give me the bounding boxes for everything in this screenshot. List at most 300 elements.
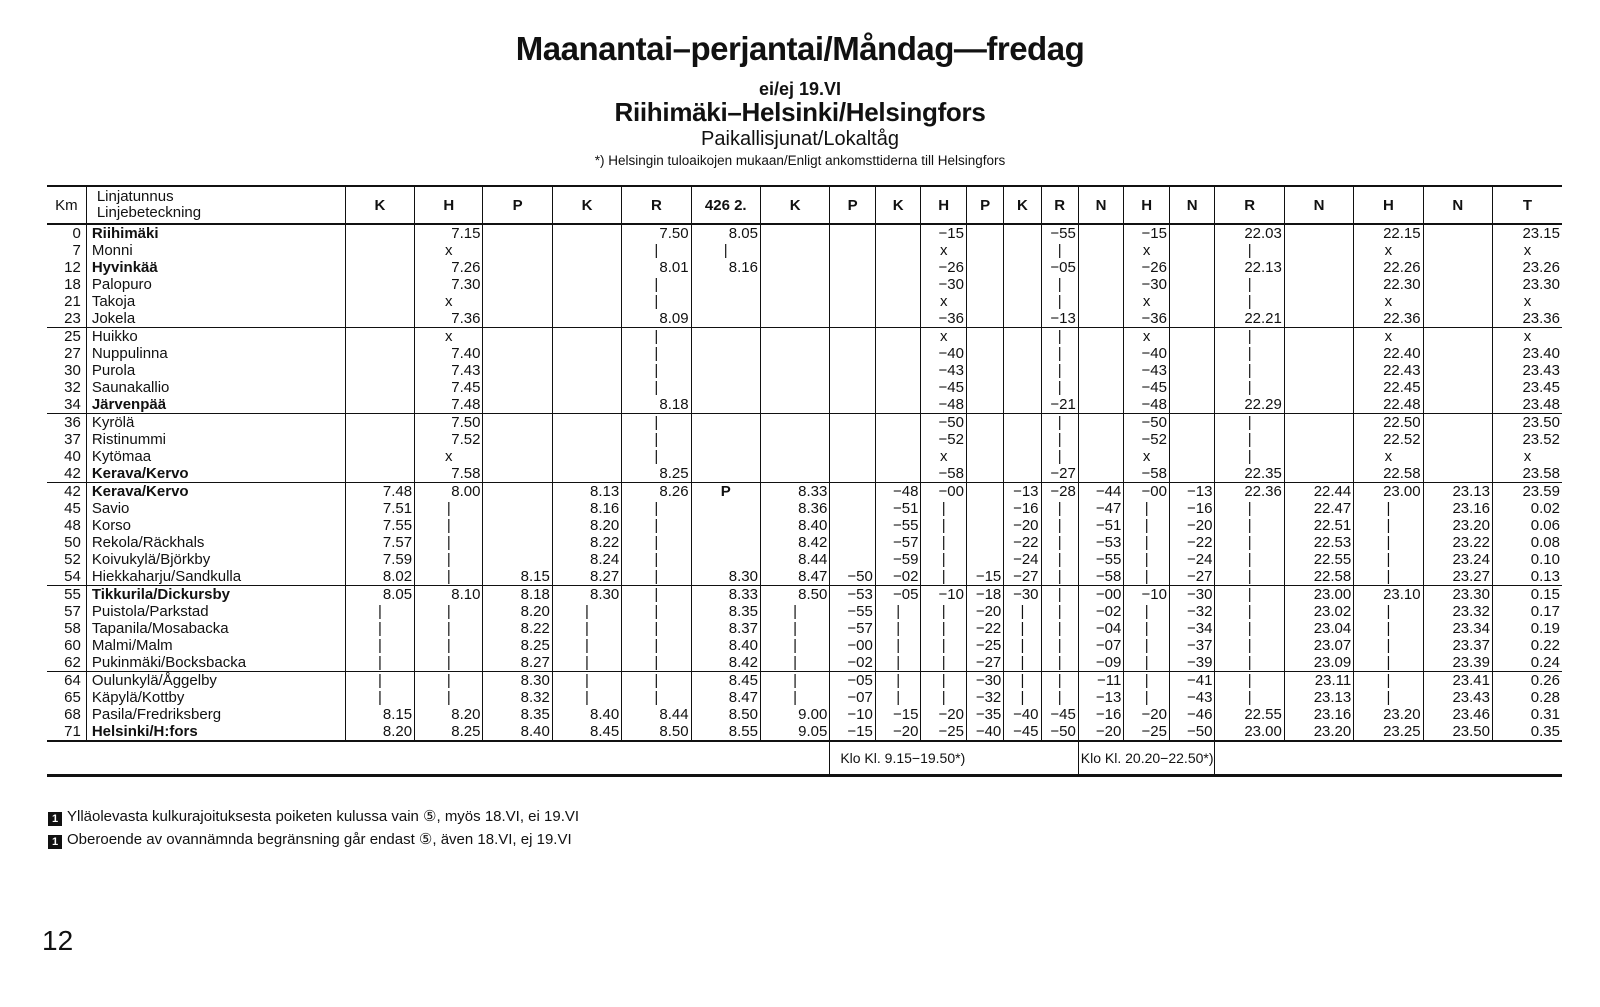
time-cell: |: [1354, 672, 1423, 690]
time-cell: 23.13: [1423, 483, 1492, 501]
time-cell: |: [622, 448, 691, 465]
km-cell: 12: [64, 259, 81, 276]
time-cell: [345, 310, 414, 328]
time-cell: [830, 259, 876, 276]
time-cell: 8.16: [552, 500, 621, 517]
table-row: [47, 379, 1562, 396]
time-cell: 8.10: [415, 586, 483, 604]
time-cell: 7.40: [415, 345, 483, 362]
time-cell: −45: [1124, 379, 1170, 396]
time-cell: −27: [967, 654, 1004, 672]
time-cell: 22.15: [1354, 224, 1423, 242]
time-cell: [1169, 379, 1215, 396]
route-title: Riihimäki–Helsinki/Helsingfors: [614, 97, 986, 127]
time-cell: 22.48: [1354, 396, 1423, 414]
time-cell: [1423, 276, 1492, 293]
time-cell: [760, 276, 829, 293]
train-column-header: K: [760, 186, 829, 224]
time-cell: [830, 517, 876, 534]
time-cell: x: [415, 242, 483, 259]
time-cell: 8.20: [345, 723, 414, 741]
time-cell: |: [760, 603, 829, 620]
time-cell: −10: [830, 706, 876, 723]
station-cell: Huikko: [86, 328, 345, 346]
time-cell: [483, 414, 552, 432]
time-cell: −51: [1078, 517, 1124, 534]
time-cell: −02: [830, 654, 876, 672]
time-cell: 0.17: [1492, 603, 1562, 620]
interval-note-1: Klo Kl. 9.15−19.50*): [830, 741, 1078, 776]
time-cell: 23.37: [1423, 637, 1492, 654]
time-cell: [483, 551, 552, 568]
time-cell: −07: [1078, 637, 1124, 654]
time-cell: 22.36: [1215, 483, 1284, 501]
time-cell: 23.16: [1423, 500, 1492, 517]
time-cell: x: [1354, 328, 1423, 346]
time-cell: [1284, 362, 1353, 379]
time-cell: −48: [1124, 396, 1170, 414]
time-cell: [875, 310, 921, 328]
time-cell: [691, 414, 760, 432]
time-cell: [483, 224, 552, 242]
time-cell: [483, 310, 552, 328]
time-cell: [1078, 276, 1124, 293]
time-cell: [552, 465, 621, 483]
time-cell: −34: [1169, 620, 1215, 637]
km-cell: 68: [64, 706, 81, 723]
time-cell: [1078, 310, 1124, 328]
time-cell: |: [1215, 517, 1284, 534]
time-cell: [1169, 396, 1215, 414]
time-cell: −52: [1124, 431, 1170, 448]
time-cell: [875, 448, 921, 465]
train-column-header: T: [1492, 186, 1562, 224]
time-cell: [1284, 345, 1353, 362]
time-cell: [483, 517, 552, 534]
time-cell: 23.45: [1492, 379, 1562, 396]
time-cell: |: [921, 689, 967, 706]
train-column-header: K: [552, 186, 621, 224]
time-cell: [483, 396, 552, 414]
time-cell: −57: [830, 620, 876, 637]
time-cell: 8.36: [760, 500, 829, 517]
time-cell: |: [1124, 654, 1170, 672]
time-cell: 22.43: [1354, 362, 1423, 379]
time-cell: −10: [921, 586, 967, 604]
time-cell: [552, 328, 621, 346]
time-cell: |: [345, 637, 414, 654]
table-row: [47, 637, 1562, 654]
time-cell: [552, 310, 621, 328]
time-cell: −52: [921, 431, 967, 448]
station-cell: Tapanila/Mosabacka: [86, 620, 345, 637]
time-cell: |: [1041, 362, 1078, 379]
time-cell: 23.58: [1492, 465, 1562, 483]
time-cell: [760, 224, 829, 242]
time-cell: [830, 483, 876, 501]
time-cell: |: [1124, 603, 1170, 620]
time-cell: |: [760, 637, 829, 654]
station-cell: Purola: [86, 362, 345, 379]
time-cell: |: [1124, 517, 1170, 534]
time-cell: |: [622, 431, 691, 448]
time-cell: 8.35: [691, 603, 760, 620]
table-row: [47, 620, 1562, 637]
time-cell: |: [1004, 603, 1041, 620]
time-cell: |: [1004, 654, 1041, 672]
time-cell: 8.27: [483, 654, 552, 672]
time-cell: 8.30: [691, 568, 760, 586]
time-cell: −43: [921, 362, 967, 379]
time-cell: [760, 328, 829, 346]
page-title: Maanantai–perjantai/Måndag—fredag: [515, 30, 1085, 67]
time-cell: [1284, 431, 1353, 448]
time-cell: |: [1041, 586, 1078, 604]
time-cell: 8.45: [552, 723, 621, 741]
station-cell: Takoja: [86, 293, 345, 310]
time-cell: 8.30: [483, 672, 552, 690]
km-cell: 34: [64, 396, 81, 413]
time-cell: [1004, 224, 1041, 242]
time-cell: x: [1124, 328, 1170, 346]
table-row: [47, 654, 1562, 672]
time-cell: [345, 396, 414, 414]
line-code-label-fi: Linjatunnus: [96, 188, 174, 205]
time-cell: 23.59: [1492, 483, 1562, 501]
time-cell: −00: [1078, 586, 1124, 604]
time-cell: 0.06: [1492, 517, 1562, 534]
time-cell: [1169, 362, 1215, 379]
time-cell: −02: [1078, 603, 1124, 620]
km-cell: 64: [47, 672, 86, 690]
time-cell: [1169, 310, 1215, 328]
time-cell: |: [1215, 448, 1284, 465]
time-cell: [830, 448, 876, 465]
time-cell: [1284, 396, 1353, 414]
time-cell: [1423, 431, 1492, 448]
time-cell: [1078, 414, 1124, 432]
time-cell: −00: [1124, 483, 1170, 501]
time-cell: [345, 328, 414, 346]
time-cell: 23.48: [1492, 396, 1562, 414]
time-cell: −18: [967, 586, 1004, 604]
time-cell: −45: [1004, 723, 1041, 741]
time-cell: |: [921, 551, 967, 568]
time-cell: 8.05: [691, 224, 760, 242]
time-cell: [1423, 259, 1492, 276]
time-cell: |: [622, 637, 691, 654]
time-cell: −43: [1169, 689, 1215, 706]
time-cell: −37: [1169, 637, 1215, 654]
time-cell: −22: [967, 620, 1004, 637]
time-cell: [875, 276, 921, 293]
time-cell: −13: [1169, 483, 1215, 501]
time-cell: [830, 396, 876, 414]
time-cell: −16: [1078, 706, 1124, 723]
time-cell: x: [1492, 293, 1562, 310]
time-cell: [1169, 276, 1215, 293]
train-column-header: P: [483, 186, 552, 224]
time-cell: −30: [1169, 586, 1215, 604]
table-row: [47, 396, 1562, 414]
time-cell: 0.22: [1492, 637, 1562, 654]
time-cell: [1004, 362, 1041, 379]
time-cell: 0.19: [1492, 620, 1562, 637]
time-cell: 8.40: [552, 706, 621, 723]
line-code-header: [86, 186, 345, 224]
time-cell: −04: [1078, 620, 1124, 637]
time-cell: 0.31: [1492, 706, 1562, 723]
table-row: [47, 483, 1562, 501]
km-cell: 37: [64, 431, 81, 448]
time-cell: |: [415, 500, 483, 517]
km-cell: 54: [64, 568, 81, 585]
time-cell: 8.35: [483, 706, 552, 723]
time-cell: [345, 242, 414, 259]
time-cell: [1078, 224, 1124, 242]
time-cell: [1169, 259, 1215, 276]
time-cell: |: [622, 551, 691, 568]
station-cell: Ristinummi: [86, 431, 345, 448]
time-cell: [967, 396, 1004, 414]
time-cell: |: [1354, 689, 1423, 706]
time-cell: −50: [1124, 414, 1170, 432]
time-cell: [1078, 362, 1124, 379]
time-cell: |: [1124, 551, 1170, 568]
time-cell: |: [1215, 293, 1284, 310]
time-cell: 22.40: [1354, 345, 1423, 362]
summary-row: [47, 741, 1562, 776]
time-cell: −00: [921, 483, 967, 501]
time-cell: [875, 465, 921, 483]
station-cell: Tikkurila/Dickursby: [86, 586, 345, 604]
train-column-header: P: [830, 186, 876, 224]
time-cell: |: [1041, 637, 1078, 654]
time-cell: [1004, 293, 1041, 310]
time-cell: [483, 500, 552, 517]
time-cell: 0.15: [1492, 586, 1562, 604]
time-cell: [1078, 242, 1124, 259]
station-cell: Malmi/Malm: [86, 637, 345, 654]
time-cell: −30: [1124, 276, 1170, 293]
time-cell: [760, 379, 829, 396]
time-cell: 22.55: [1284, 551, 1353, 568]
timetable: [47, 185, 1562, 777]
time-cell: [1078, 396, 1124, 414]
time-cell: 23.02: [1284, 603, 1353, 620]
time-cell: −20: [875, 723, 921, 741]
time-cell: 23.20: [1284, 723, 1353, 741]
time-cell: 22.55: [1215, 706, 1284, 723]
km-cell: 36: [47, 414, 86, 432]
time-cell: −51: [875, 500, 921, 517]
time-cell: 8.24: [552, 551, 621, 568]
time-cell: |: [345, 654, 414, 672]
train-column-header: H: [415, 186, 483, 224]
time-cell: [1078, 465, 1124, 483]
station-cell: Käpylä/Kottby: [86, 689, 345, 706]
time-cell: [760, 242, 829, 259]
time-cell: |: [345, 672, 414, 690]
time-cell: [691, 276, 760, 293]
time-cell: 22.53: [1284, 534, 1353, 551]
time-cell: [830, 310, 876, 328]
time-cell: 7.51: [345, 500, 414, 517]
time-cell: −58: [1124, 465, 1170, 483]
table-row: [47, 310, 1562, 328]
time-cell: 8.27: [552, 568, 621, 586]
time-cell: [1284, 310, 1353, 328]
time-cell: [967, 362, 1004, 379]
table-row: [47, 706, 1562, 723]
time-cell: 0.02: [1492, 500, 1562, 517]
time-cell: |: [552, 689, 621, 706]
time-cell: 8.20: [552, 517, 621, 534]
km-cell: 45: [64, 500, 81, 517]
time-cell: [483, 465, 552, 483]
time-cell: |: [1215, 379, 1284, 396]
station-cell: Korso: [86, 517, 345, 534]
time-cell: −00: [830, 637, 876, 654]
km-cell: 55: [47, 586, 86, 604]
time-cell: 23.16: [1284, 706, 1353, 723]
time-cell: −40: [1124, 345, 1170, 362]
time-cell: [691, 362, 760, 379]
time-cell: −44: [1078, 483, 1124, 501]
time-cell: 8.42: [691, 654, 760, 672]
time-cell: |: [1215, 551, 1284, 568]
time-cell: −50: [1169, 723, 1215, 741]
time-cell: [552, 345, 621, 362]
time-cell: 7.26: [415, 259, 483, 276]
time-cell: [967, 328, 1004, 346]
time-cell: |: [1041, 431, 1078, 448]
time-cell: |: [622, 293, 691, 310]
time-cell: [1423, 414, 1492, 432]
time-cell: [1423, 224, 1492, 242]
time-cell: [552, 379, 621, 396]
time-cell: [875, 396, 921, 414]
time-cell: [1423, 345, 1492, 362]
time-cell: |: [921, 517, 967, 534]
interval-note-2: Klo Kl. 20.20−22.50*): [1078, 741, 1215, 776]
time-cell: [875, 345, 921, 362]
time-cell: [345, 276, 414, 293]
time-cell: [691, 379, 760, 396]
time-cell: [760, 293, 829, 310]
time-cell: [967, 379, 1004, 396]
time-cell: [967, 465, 1004, 483]
time-cell: [552, 362, 621, 379]
time-cell: [483, 431, 552, 448]
time-cell: [1284, 379, 1353, 396]
time-cell: x: [1492, 328, 1562, 346]
time-cell: [967, 414, 1004, 432]
time-cell: [967, 534, 1004, 551]
table-row: [47, 328, 1562, 346]
time-cell: −40: [1004, 706, 1041, 723]
time-cell: |: [622, 328, 691, 346]
time-cell: |: [1124, 620, 1170, 637]
time-cell: |: [622, 276, 691, 293]
time-cell: |: [622, 672, 691, 690]
time-cell: [1423, 379, 1492, 396]
time-cell: [552, 448, 621, 465]
time-cell: x: [1492, 242, 1562, 259]
time-cell: [345, 414, 414, 432]
time-cell: [691, 551, 760, 568]
time-cell: |: [622, 689, 691, 706]
train-column-header: N: [1078, 186, 1124, 224]
time-cell: [830, 431, 876, 448]
time-cell: [875, 259, 921, 276]
time-cell: −05: [875, 586, 921, 604]
train-column-header: K: [875, 186, 921, 224]
time-cell: 23.20: [1354, 706, 1423, 723]
time-cell: [483, 379, 552, 396]
time-cell: [1169, 431, 1215, 448]
time-cell: |: [1215, 654, 1284, 672]
table-row: [47, 689, 1562, 706]
time-cell: 8.32: [483, 689, 552, 706]
time-cell: 8.25: [415, 723, 483, 741]
table-row: [47, 448, 1562, 465]
time-cell: 23.13: [1284, 689, 1353, 706]
time-cell: [1004, 448, 1041, 465]
km-cell: 52: [64, 551, 81, 568]
time-cell: [691, 345, 760, 362]
time-cell: |: [1041, 672, 1078, 690]
time-cell: |: [1124, 637, 1170, 654]
time-cell: |: [1041, 689, 1078, 706]
time-cell: −09: [1078, 654, 1124, 672]
station-cell: Jokela: [86, 310, 345, 328]
time-cell: −48: [921, 396, 967, 414]
time-cell: [483, 242, 552, 259]
time-cell: [1423, 310, 1492, 328]
time-cell: [552, 396, 621, 414]
time-cell: [967, 483, 1004, 501]
station-cell: Oulunkylä/Åggelby: [86, 672, 345, 690]
time-cell: 8.50: [691, 706, 760, 723]
time-cell: [830, 534, 876, 551]
time-cell: 8.50: [622, 723, 691, 741]
time-cell: −47: [1078, 500, 1124, 517]
time-cell: |: [760, 654, 829, 672]
time-cell: [1423, 242, 1492, 259]
time-cell: [691, 310, 760, 328]
time-cell: 22.21: [1215, 310, 1284, 328]
time-cell: [830, 276, 876, 293]
time-cell: −25: [1124, 723, 1170, 741]
time-cell: [691, 293, 760, 310]
time-cell: [967, 500, 1004, 517]
time-cell: [1284, 293, 1353, 310]
time-cell: 22.50: [1354, 414, 1423, 432]
time-cell: [830, 500, 876, 517]
time-cell: −50: [830, 568, 876, 586]
time-cell: |: [622, 603, 691, 620]
time-cell: [1004, 396, 1041, 414]
time-cell: −15: [967, 568, 1004, 586]
time-cell: x: [415, 328, 483, 346]
time-cell: −32: [1169, 603, 1215, 620]
time-cell: [1078, 431, 1124, 448]
km-cell: 25: [47, 328, 86, 346]
time-cell: 23.50: [1492, 414, 1562, 432]
time-cell: −30: [1004, 586, 1041, 604]
time-cell: |: [415, 517, 483, 534]
